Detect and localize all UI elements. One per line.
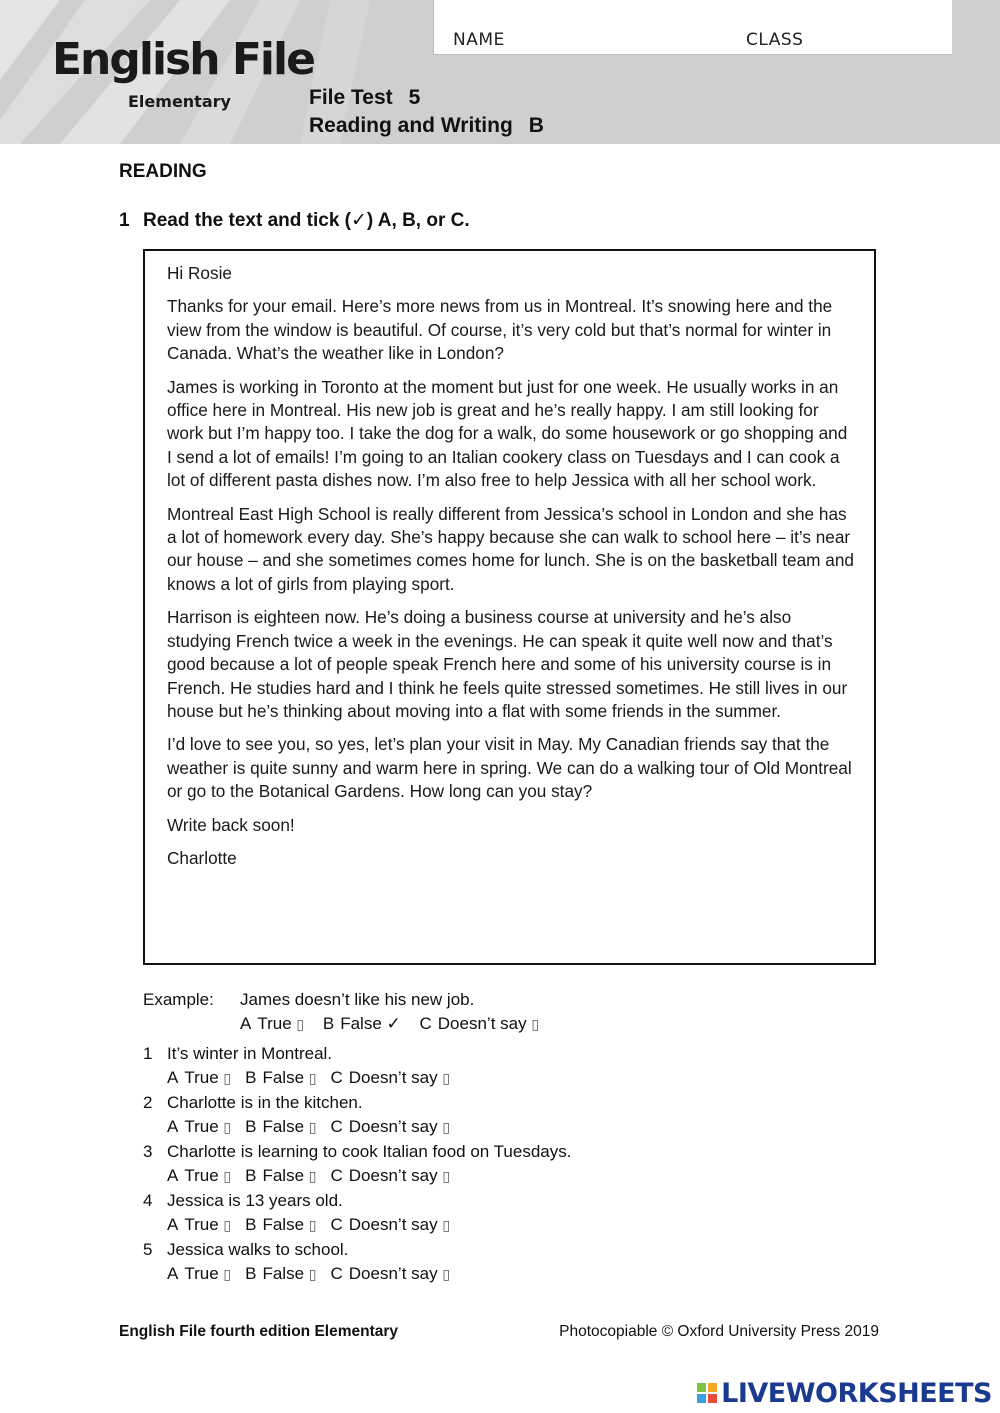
english-file-logo: English File — [52, 34, 314, 85]
option-c — [331, 1262, 451, 1288]
option-a — [167, 1066, 231, 1092]
liveworksheets-logo-icon — [697, 1383, 717, 1403]
question-number: 5 — [143, 1240, 153, 1259]
email-paragraph: Thanks for your email. Here’s more news from us in Montreal. It’s snowing here and the view from the window is beautiful. Of course, it’s very cold but that’s normal for winter in Canada. What’s the weather like in London? — [167, 296, 833, 364]
option-letter: A — [167, 1165, 179, 1185]
option-letter: B — [245, 1067, 257, 1087]
liveworksheets-text: LIVEWORKSHEETS — [721, 1377, 992, 1409]
test-title — [309, 84, 544, 140]
tick-mark: ✓ — [386, 1014, 401, 1033]
option-letter: A — [167, 1067, 179, 1087]
answer-checkbox[interactable]: ▯ — [223, 1168, 232, 1185]
example-option-a — [240, 1012, 304, 1037]
checkbox: ▯ — [531, 1017, 540, 1033]
option-text: True — [184, 1116, 219, 1136]
answer-checkbox[interactable]: ▯ — [308, 1217, 317, 1234]
email-signature: Charlotte — [167, 847, 237, 868]
test-title-line2: Reading and Writing — [309, 114, 513, 137]
name-class-box — [433, 0, 952, 55]
option-letter: C — [330, 1263, 343, 1283]
example-label: Example: — [143, 990, 214, 1009]
liveworksheets-watermark — [697, 1378, 992, 1408]
class-label: CLASS — [746, 30, 804, 50]
section-title: READING — [119, 161, 207, 182]
instruction — [119, 209, 470, 232]
question-list — [143, 1042, 571, 1287]
option-letter: A — [167, 1214, 179, 1234]
test-title-line1: File Test — [309, 86, 393, 109]
option-letter: C — [330, 1067, 343, 1087]
option-letter: C — [419, 1014, 432, 1033]
option-text: Doesn’t say — [348, 1116, 438, 1136]
option-letter: B — [245, 1263, 257, 1283]
option-c — [331, 1164, 451, 1190]
option-a — [167, 1213, 231, 1239]
option-c — [331, 1115, 451, 1141]
option-text: False — [262, 1165, 305, 1185]
question-number: 2 — [143, 1093, 153, 1112]
option-text: False — [262, 1214, 305, 1234]
question-number: 1 — [143, 1044, 153, 1063]
question-item — [143, 1140, 571, 1189]
email-paragraph: Harrison is eighteen now. He’s doing a business course at university and he’s also studying French twice a week in the evenings. He can speak it quite well now and that’s good because a lot of people speak French here and some of his university course is in French. He studies hard and I think he feels quite stressed sometimes. He still lives in our house but he’s thinking about moving into a flat with some friends in the summer. — [167, 607, 848, 721]
answer-checkbox[interactable]: ▯ — [308, 1119, 317, 1136]
option-b — [245, 1164, 316, 1190]
question-text: Charlotte is learning to cook Italian food on Tuesdays. — [167, 1142, 572, 1161]
example-statement: James doesn’t like his new job. — [240, 990, 475, 1009]
instruction-text: Read the text and tick (✓) A, B, or C. — [143, 210, 470, 231]
option-text: Doesn’t say — [348, 1165, 438, 1185]
footer-copyright: Photocopiable © Oxford University Press 2019 — [559, 1323, 879, 1340]
instruction-number: 1 — [119, 210, 130, 231]
answer-checkbox[interactable]: ▯ — [223, 1070, 232, 1087]
footer-edition: English File fourth edition Elementary — [119, 1323, 399, 1340]
answer-checkbox[interactable]: ▯ — [223, 1266, 232, 1283]
name-label: NAME — [453, 30, 505, 50]
option-a — [167, 1164, 231, 1190]
answer-checkbox[interactable]: ▯ — [308, 1070, 317, 1087]
option-text: True — [257, 1014, 292, 1033]
answer-checkbox[interactable]: ▯ — [442, 1119, 451, 1136]
answer-checkbox[interactable]: ▯ — [442, 1266, 451, 1283]
option-letter: C — [330, 1116, 343, 1136]
reading-text-box — [143, 249, 876, 965]
example-item — [143, 988, 553, 1037]
header-band — [0, 0, 1000, 144]
answer-checkbox[interactable]: ▯ — [308, 1266, 317, 1283]
option-letter: A — [167, 1263, 179, 1283]
email-paragraph: I’d love to see you, so yes, let’s plan your visit in May. My Canadian friends say that the weather is quite sunny and warm here in spring. We can do a walking tour of Old Montreal or go to the Botanical Gardens. How long can you stay? — [167, 734, 852, 802]
option-letter: A — [240, 1014, 252, 1033]
option-text: True — [184, 1214, 219, 1234]
question-options — [143, 1115, 571, 1141]
question-item — [143, 1189, 571, 1238]
option-letter: C — [330, 1165, 343, 1185]
email-paragraph: James is working in Toronto at the moment but just for one week. He usually works in an office here in Montreal. His new job is great and he’s really happy. I am still looking for work but I’m happy too. I take the dog for a walk, do some housework or go shopping and I send a lot of emails! I’m going to an Italian cookery class on Tuesdays and I can cook a lot of different pasta dishes now. I’m also free to help Jessica with all her school work. — [167, 376, 848, 491]
question-text: Jessica walks to school. — [167, 1240, 349, 1259]
test-version: B — [528, 114, 544, 137]
answer-checkbox[interactable]: ▯ — [442, 1168, 451, 1185]
answer-checkbox[interactable]: ▯ — [442, 1217, 451, 1234]
answer-checkbox[interactable]: ▯ — [223, 1119, 232, 1136]
option-text: Doesn’t say — [348, 1263, 438, 1283]
option-letter: B — [245, 1116, 257, 1136]
example-option-c — [420, 1012, 540, 1037]
option-a — [167, 1262, 231, 1288]
test-number: 5 — [408, 86, 421, 109]
answer-checkbox[interactable]: ▯ — [442, 1070, 451, 1087]
question-text: Jessica is 13 years old. — [167, 1191, 343, 1210]
question-options — [143, 1213, 571, 1239]
option-letter: B — [245, 1214, 257, 1234]
option-text: False — [262, 1116, 305, 1136]
answer-checkbox[interactable]: ▯ — [223, 1217, 232, 1234]
question-options — [143, 1164, 571, 1190]
option-letter: B — [322, 1014, 335, 1033]
option-b — [245, 1066, 316, 1092]
option-text: False — [262, 1067, 305, 1087]
option-letter: A — [167, 1116, 179, 1136]
option-text: True — [184, 1263, 219, 1283]
example-options — [143, 1012, 553, 1037]
option-text: False — [340, 1014, 382, 1033]
question-options — [143, 1066, 571, 1092]
checkbox: ▯ — [296, 1017, 305, 1033]
question-item — [143, 1091, 571, 1140]
option-b — [245, 1115, 316, 1141]
question-item — [143, 1238, 571, 1287]
question-options — [143, 1262, 571, 1288]
email-greeting: Hi Rosie — [167, 263, 232, 283]
logo-subtitle: Elementary — [128, 92, 231, 111]
option-text: Doesn’t say — [348, 1214, 438, 1234]
option-c — [331, 1066, 451, 1092]
option-a — [167, 1115, 231, 1141]
option-text: Doesn’t say — [437, 1014, 527, 1033]
option-text: Doesn’t say — [348, 1067, 438, 1087]
option-letter: B — [245, 1165, 257, 1185]
option-letter: C — [330, 1214, 343, 1234]
question-number: 3 — [143, 1142, 153, 1161]
option-text: True — [184, 1067, 219, 1087]
question-item — [143, 1042, 571, 1091]
option-text: False — [262, 1263, 305, 1283]
option-text: True — [184, 1165, 219, 1185]
answer-checkbox[interactable]: ▯ — [308, 1168, 317, 1185]
email-paragraph: Montreal East High School is really different from Jessica’s school in London and she has a lot of homework every day. She’s happy because she can walk to school here – it’s near our house – and she sometimes comes home for lunch. She is on the basketball team and knows a lot of girls from playing sport. — [167, 503, 854, 594]
example-option-b — [323, 1012, 401, 1036]
option-b — [245, 1262, 316, 1288]
email-closing: Write back soon! — [167, 814, 295, 835]
question-text: It’s winter in Montreal. — [167, 1044, 333, 1063]
question-text: Charlotte is in the kitchen. — [167, 1093, 363, 1112]
option-c — [331, 1213, 451, 1239]
question-number: 4 — [143, 1191, 153, 1210]
option-b — [245, 1213, 316, 1239]
